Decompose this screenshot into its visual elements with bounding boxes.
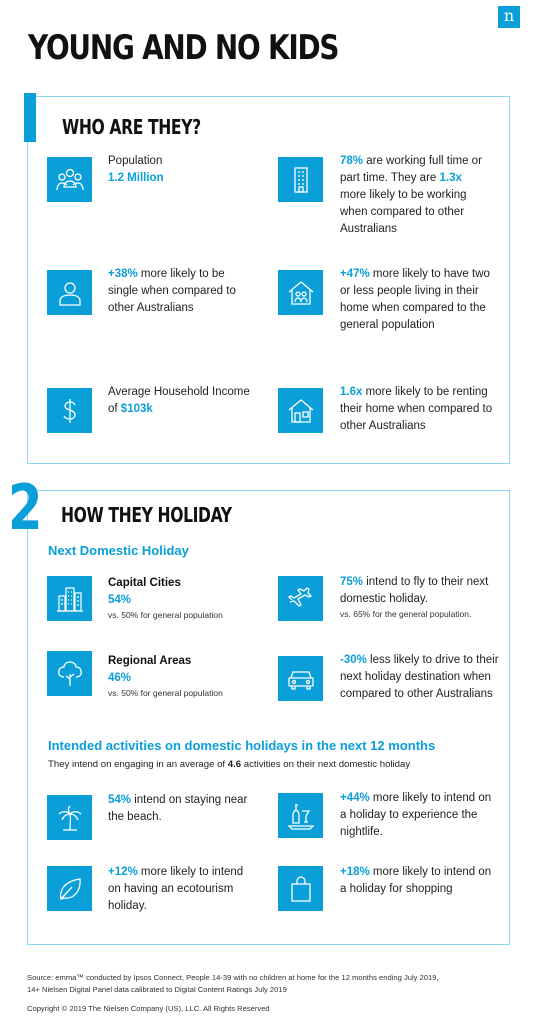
section-1-number: [24, 93, 36, 142]
household-size-stat: +47% more likely to have two or less people living in their home when compared to the general population: [340, 268, 490, 331]
drive-stat: -30% less likely to drive to their next holiday destination when compared to other Australians: [340, 654, 499, 700]
source-note: Source: emma™ conducted by Ipsos Connect, People 14-39 with no children at home for the 12 months ending July 2019, 14+ Nielsen Digital Panel data calibrated to Digital Content Ratings July 2019: [27, 973, 439, 994]
section-1-title: WHO ARE THEY?: [62, 115, 201, 139]
single-stat: +38% more likely to be single when compared to other Australians: [108, 268, 236, 314]
activities-intro: They intend on engaging in an average of 4.6 activities on their next domestic holiday: [48, 759, 411, 770]
nightlife-drinks-icon: [278, 793, 323, 838]
fly-stat: 75% intend to fly to their next domestic holiday. vs. 65% for the general population.: [340, 576, 489, 619]
working-stat: 78% are working full time or part time. They are 1.3x more likely to be working when compared to other Australians: [340, 155, 482, 235]
capital-cities-stat: Capital Cities 54% vs. 50% for general population: [108, 577, 223, 620]
shopping-stat: +18% more likely to intend on a holiday for shopping: [340, 866, 492, 895]
next-domestic-holiday-heading: Next Domestic Holiday: [48, 543, 189, 558]
nielsen-logo: n: [498, 6, 520, 28]
regional-areas-stat: Regional Areas 46% vs. 50% for general population: [108, 655, 223, 698]
nightlife-stat: +44% more likely to intend on a holiday to experience the nightlife.: [340, 792, 492, 838]
people-group-icon: [47, 157, 92, 202]
income-stat: Average Household Income of $103k: [108, 386, 250, 415]
shopping-bag-icon: [278, 866, 323, 911]
single-person-icon: [47, 270, 92, 315]
population-stat: Population 1.2 Million: [108, 155, 164, 184]
page-title: YOUNG AND NO KIDS: [28, 28, 339, 68]
leaf-icon: [47, 866, 92, 911]
dollar-icon: [47, 388, 92, 433]
office-building-icon: [278, 157, 323, 202]
section-2-title: HOW THEY HOLIDAY: [61, 503, 232, 527]
beach-stat: 54% intend on staying near the beach.: [108, 794, 248, 823]
intended-activities-heading: Intended activities on domestic holidays in the next 12 months: [48, 738, 436, 753]
airplane-icon: [278, 576, 323, 621]
palm-tree-icon: [47, 795, 92, 840]
tree-icon: [47, 651, 92, 696]
section-2-number: 2: [8, 471, 43, 544]
house-people-icon: [278, 270, 323, 315]
car-icon: [278, 656, 323, 701]
city-buildings-icon: [47, 576, 92, 621]
house-rent-icon: [278, 388, 323, 433]
renting-stat: 1.6x more likely to be renting their home when compared to other Australians: [340, 386, 493, 432]
ecotourism-stat: +12% more likely to intend on having an ecotourism holiday.: [108, 866, 244, 912]
copyright: Copyright © 2019 The Nielsen Company (US), LLC. All Rights Reserved: [27, 1004, 270, 1013]
